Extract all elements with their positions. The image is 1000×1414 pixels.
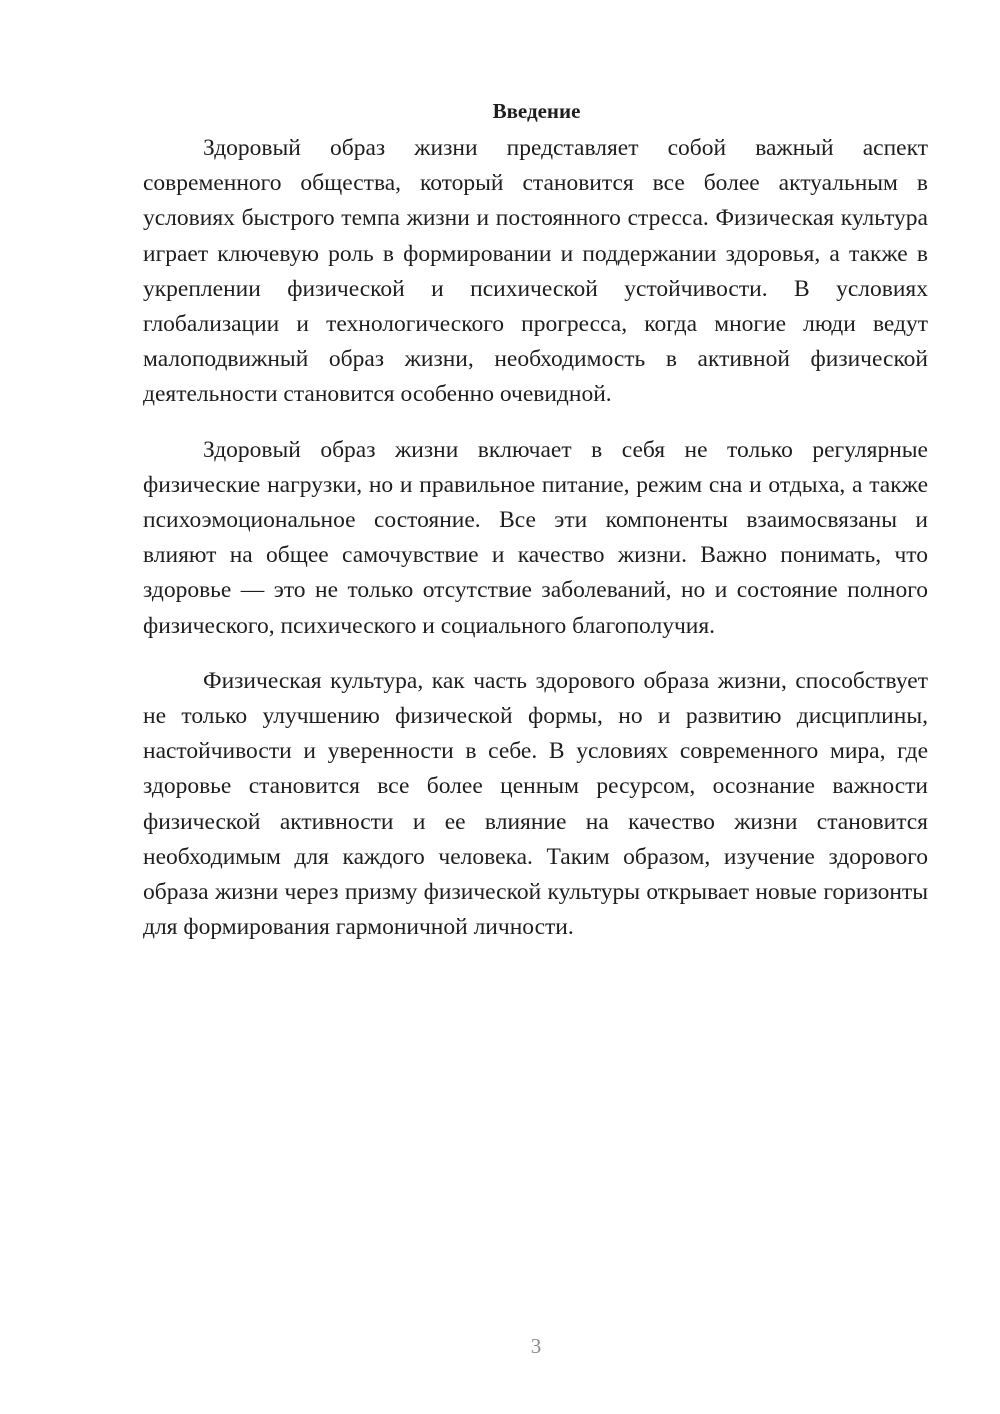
paragraph-1: Здоровый образ жизни представляет собой важный аспект современного общества, который становится все более актуальным в условиях быстрого темпа жизни и постоянного стресса. Физическая культура играет ключевую роль в формировании и поддержании здоровья, а также в укреплении физической и психической устойчивости. В условиях глобализации и технологического прогресса, когда многие люди ведут малоподвижный образ жизни, необходимость в активной физической деятельности становится особенно очевидной. <box>143 135 928 408</box>
page-content <box>143 96 928 945</box>
paragraph-3: Физическая культура, как часть здорового образа жизни, способствует не только улучшению физической формы, но и развитию дисциплины, настойчивости и уверенности в себе. В условиях современного мира, где здоровье становится все более ценным ресурсом, осознание важности физической активности и ее влияние на качество жизни становится необходимым для каждого человека. Таким образом, изучение здорового образа жизни через призму физической культуры открывает новые горизонты для формирования гармоничной личности. <box>143 667 928 941</box>
section-heading: Введение <box>492 99 581 123</box>
page-number: 3 <box>530 1334 542 1358</box>
paragraph-2: Здоровый образ жизни включает в себя не только регулярные физические нагрузки, но и правильное питание, режим сна и отдыха, а также психоэмоциональное состояние. Все эти компоненты взаимосвязаны и влияют на общее самочувствие и качество жизни. Важно понимать, что здоровье — это не только отсутствие заболеваний, но и состояние полного физического, психического и социального благополучия. <box>143 436 928 639</box>
